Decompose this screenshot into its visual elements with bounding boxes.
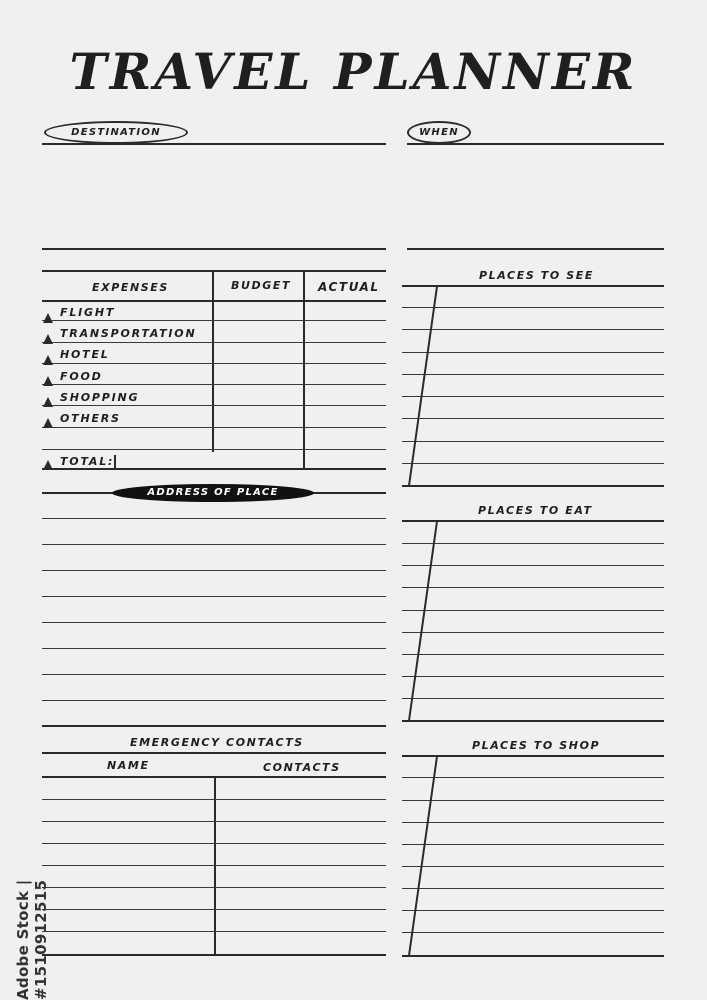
destination-line (42, 143, 386, 145)
places-to-see-header: PLACES TO SEE (479, 269, 595, 282)
expense-others: OTHERS (60, 412, 121, 425)
emergency-header: EMERGENCY CONTACTS (130, 736, 304, 749)
actual-header: ACTUAL (318, 280, 380, 294)
expense-flight: FLIGHT (60, 306, 116, 319)
total-marker (114, 455, 116, 469)
expenses-header: EXPENSES (92, 281, 169, 294)
places-to-eat-header: PLACES TO EAT (478, 504, 593, 517)
budget-left-border (212, 270, 214, 452)
divider-right (407, 248, 664, 250)
checkbox-column-line (408, 286, 438, 486)
name-header: NAME (107, 759, 150, 772)
bullet-triangle-icon (43, 334, 53, 344)
budget-header: BUDGET (231, 279, 292, 292)
expense-shopping: SHOPPING (60, 391, 140, 404)
bullet-triangle-icon (43, 397, 53, 407)
divider-left (42, 248, 386, 250)
budget-right-border (303, 270, 305, 470)
when-label: WHEN (407, 121, 471, 144)
contacts-divider (214, 776, 216, 956)
expense-transportation: TRANSPORTATION (60, 327, 197, 340)
bullet-triangle-icon (43, 355, 53, 365)
expense-food: FOOD (60, 370, 103, 383)
stock-watermark: Adobe Stock | #1510912515 (14, 879, 50, 1000)
bullet-triangle-icon (43, 313, 53, 323)
contacts-header: CONTACTS (263, 761, 341, 774)
expenses-bottom-line (42, 468, 386, 470)
checkbox-column-line (408, 521, 438, 721)
checkbox-column-line (408, 756, 438, 956)
when-line (407, 143, 664, 145)
bullet-triangle-icon (43, 418, 53, 428)
expenses-header-line (42, 300, 386, 302)
expense-hotel: HOTEL (60, 348, 110, 361)
destination-label: DESTINATION (44, 121, 188, 144)
places-to-shop-header: PLACES TO SHOP (472, 739, 601, 752)
page-title: TRAVEL PLANNER (69, 42, 638, 101)
total-label: TOTAL: (60, 455, 115, 468)
address-label: ADDRESS OF PLACE (112, 484, 314, 502)
expenses-top-line (42, 270, 386, 272)
bullet-triangle-icon (43, 376, 53, 386)
